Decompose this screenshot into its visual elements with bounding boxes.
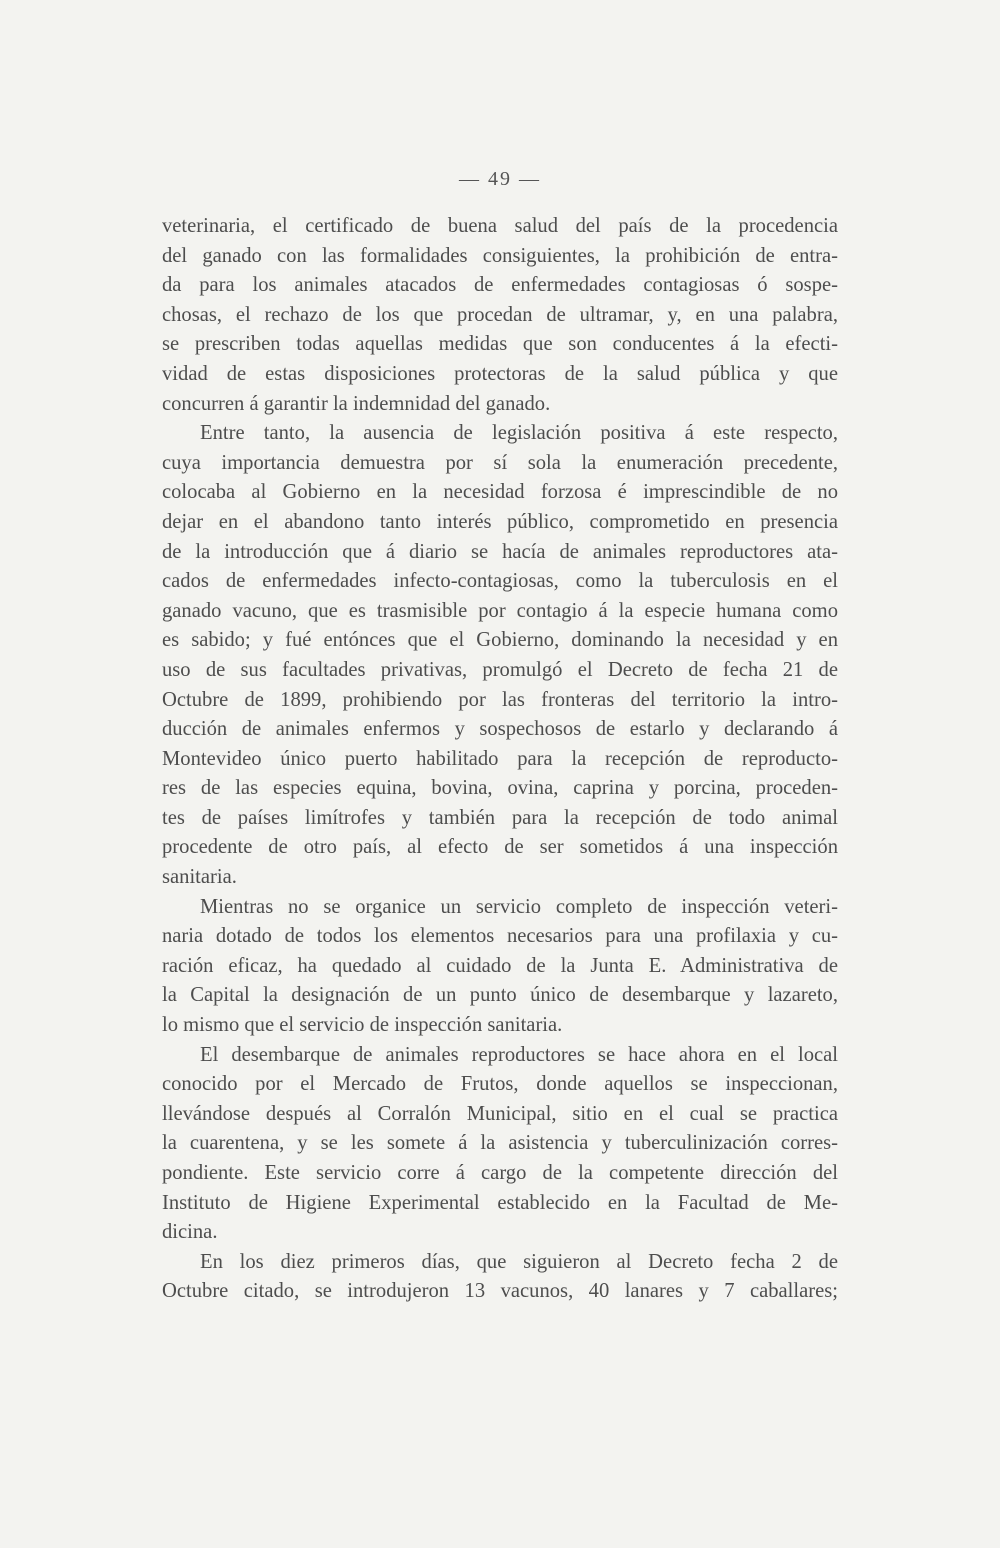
text-line: ganado vacuno, que es trasmisible por contagio á la especie humana como: [162, 599, 838, 622]
text-line: Montevideo único puerto habilitado para la recepción de reproducto-: [162, 747, 838, 770]
text-line: Octubre de 1899, prohibiendo por las fronteras del territorio la intro-: [162, 688, 838, 711]
text-line: dicina.: [162, 1221, 218, 1244]
text-line: uso de sus facultades privativas, promulgó el Decreto de fecha 21 de: [162, 658, 838, 681]
page-number: — 49 —: [459, 168, 541, 190]
text-line: vidad de estas disposiciones protectoras de la salud pública y que: [162, 362, 838, 385]
text-line: la cuarentena, y se les somete á la asistencia y tuberculinización corres-: [162, 1132, 838, 1155]
text-line: naria dotado de todos los elementos necesarios para una profilaxia y cu-: [162, 925, 838, 948]
text-line: se prescriben todas aquellas medidas que son conducentes á la efecti-: [162, 333, 838, 356]
text-line: procedente de otro país, al efecto de ser sometidos á una inspección: [162, 836, 838, 859]
text-line: Mientras no se organice un servicio completo de inspección veteri-: [200, 895, 838, 918]
text-line: Instituto de Higiene Experimental establecido en la Facultad de Me-: [162, 1191, 838, 1214]
text-line: En los diez primeros días, que siguieron al Decreto fecha 2 de: [200, 1250, 838, 1273]
text-line: res de las especies equina, bovina, ovina, caprina y porcina, proceden-: [162, 777, 838, 800]
text-line: chosas, el rechazo de los que procedan de ultramar, y, en una palabra,: [162, 303, 838, 326]
text-line: lo mismo que el servicio de inspección sanitaria.: [162, 1014, 563, 1037]
text-line: ducción de animales enfermos y sospechosos de estarlo y declarando á: [162, 718, 838, 741]
text-line: dejar en el abandono tanto interés público, comprometido en presencia: [162, 510, 838, 533]
text-line: concurren á garantir la indemnidad del ganado.: [162, 392, 551, 415]
text-line: El desembarque de animales reproductores se hace ahora en el local: [200, 1043, 838, 1066]
body-text: [162, 212, 838, 1307]
text-line: conocido por el Mercado de Frutos, donde aquellos se inspeccionan,: [162, 1073, 838, 1096]
text-line: la Capital la designación de un punto único de desembarque y lazareto,: [162, 984, 838, 1007]
text-line: pondiente. Este servicio corre á cargo de la competente dirección del: [162, 1162, 838, 1184]
text-line: colocaba al Gobierno en la necesidad forzosa é imprescindible de no: [162, 481, 838, 504]
text-line: es sabido; y fué entónces que el Gobierno, dominando la necesidad y en: [162, 629, 838, 652]
text-line: da para los animales atacados de enfermedades contagiosas ó sospe-: [162, 274, 838, 297]
text-line: veterinaria, el certificado de buena salud del país de la procedencia: [162, 215, 838, 237]
text-line: de la introducción que á diario se hacía de animales reproductores ata-: [162, 540, 838, 563]
text-line: ración eficaz, ha quedado al cuidado de la Junta E. Administrativa de: [162, 954, 838, 977]
text-line: cuya importancia demuestra por sí sola la enumeración precedente,: [162, 451, 838, 474]
text-line: del ganado con las formalidades consiguientes, la prohibición de entra-: [162, 244, 838, 267]
text-line: llevándose después al Corralón Municipal, sitio en el cual se practica: [162, 1102, 838, 1125]
text-line: Entre tanto, la ausencia de legislación positiva á este respecto,: [200, 422, 838, 445]
text-line: tes de países limítrofes y también para la recepción de todo animal: [162, 806, 838, 829]
text-line: sanitaria.: [162, 866, 237, 889]
text-line: Octubre citado, se introdujeron 13 vacunos, 40 lanares y 7 caballares;: [162, 1280, 838, 1303]
text-line: cados de enfermedades infecto-contagiosas, como la tuberculosis en el: [162, 570, 838, 593]
